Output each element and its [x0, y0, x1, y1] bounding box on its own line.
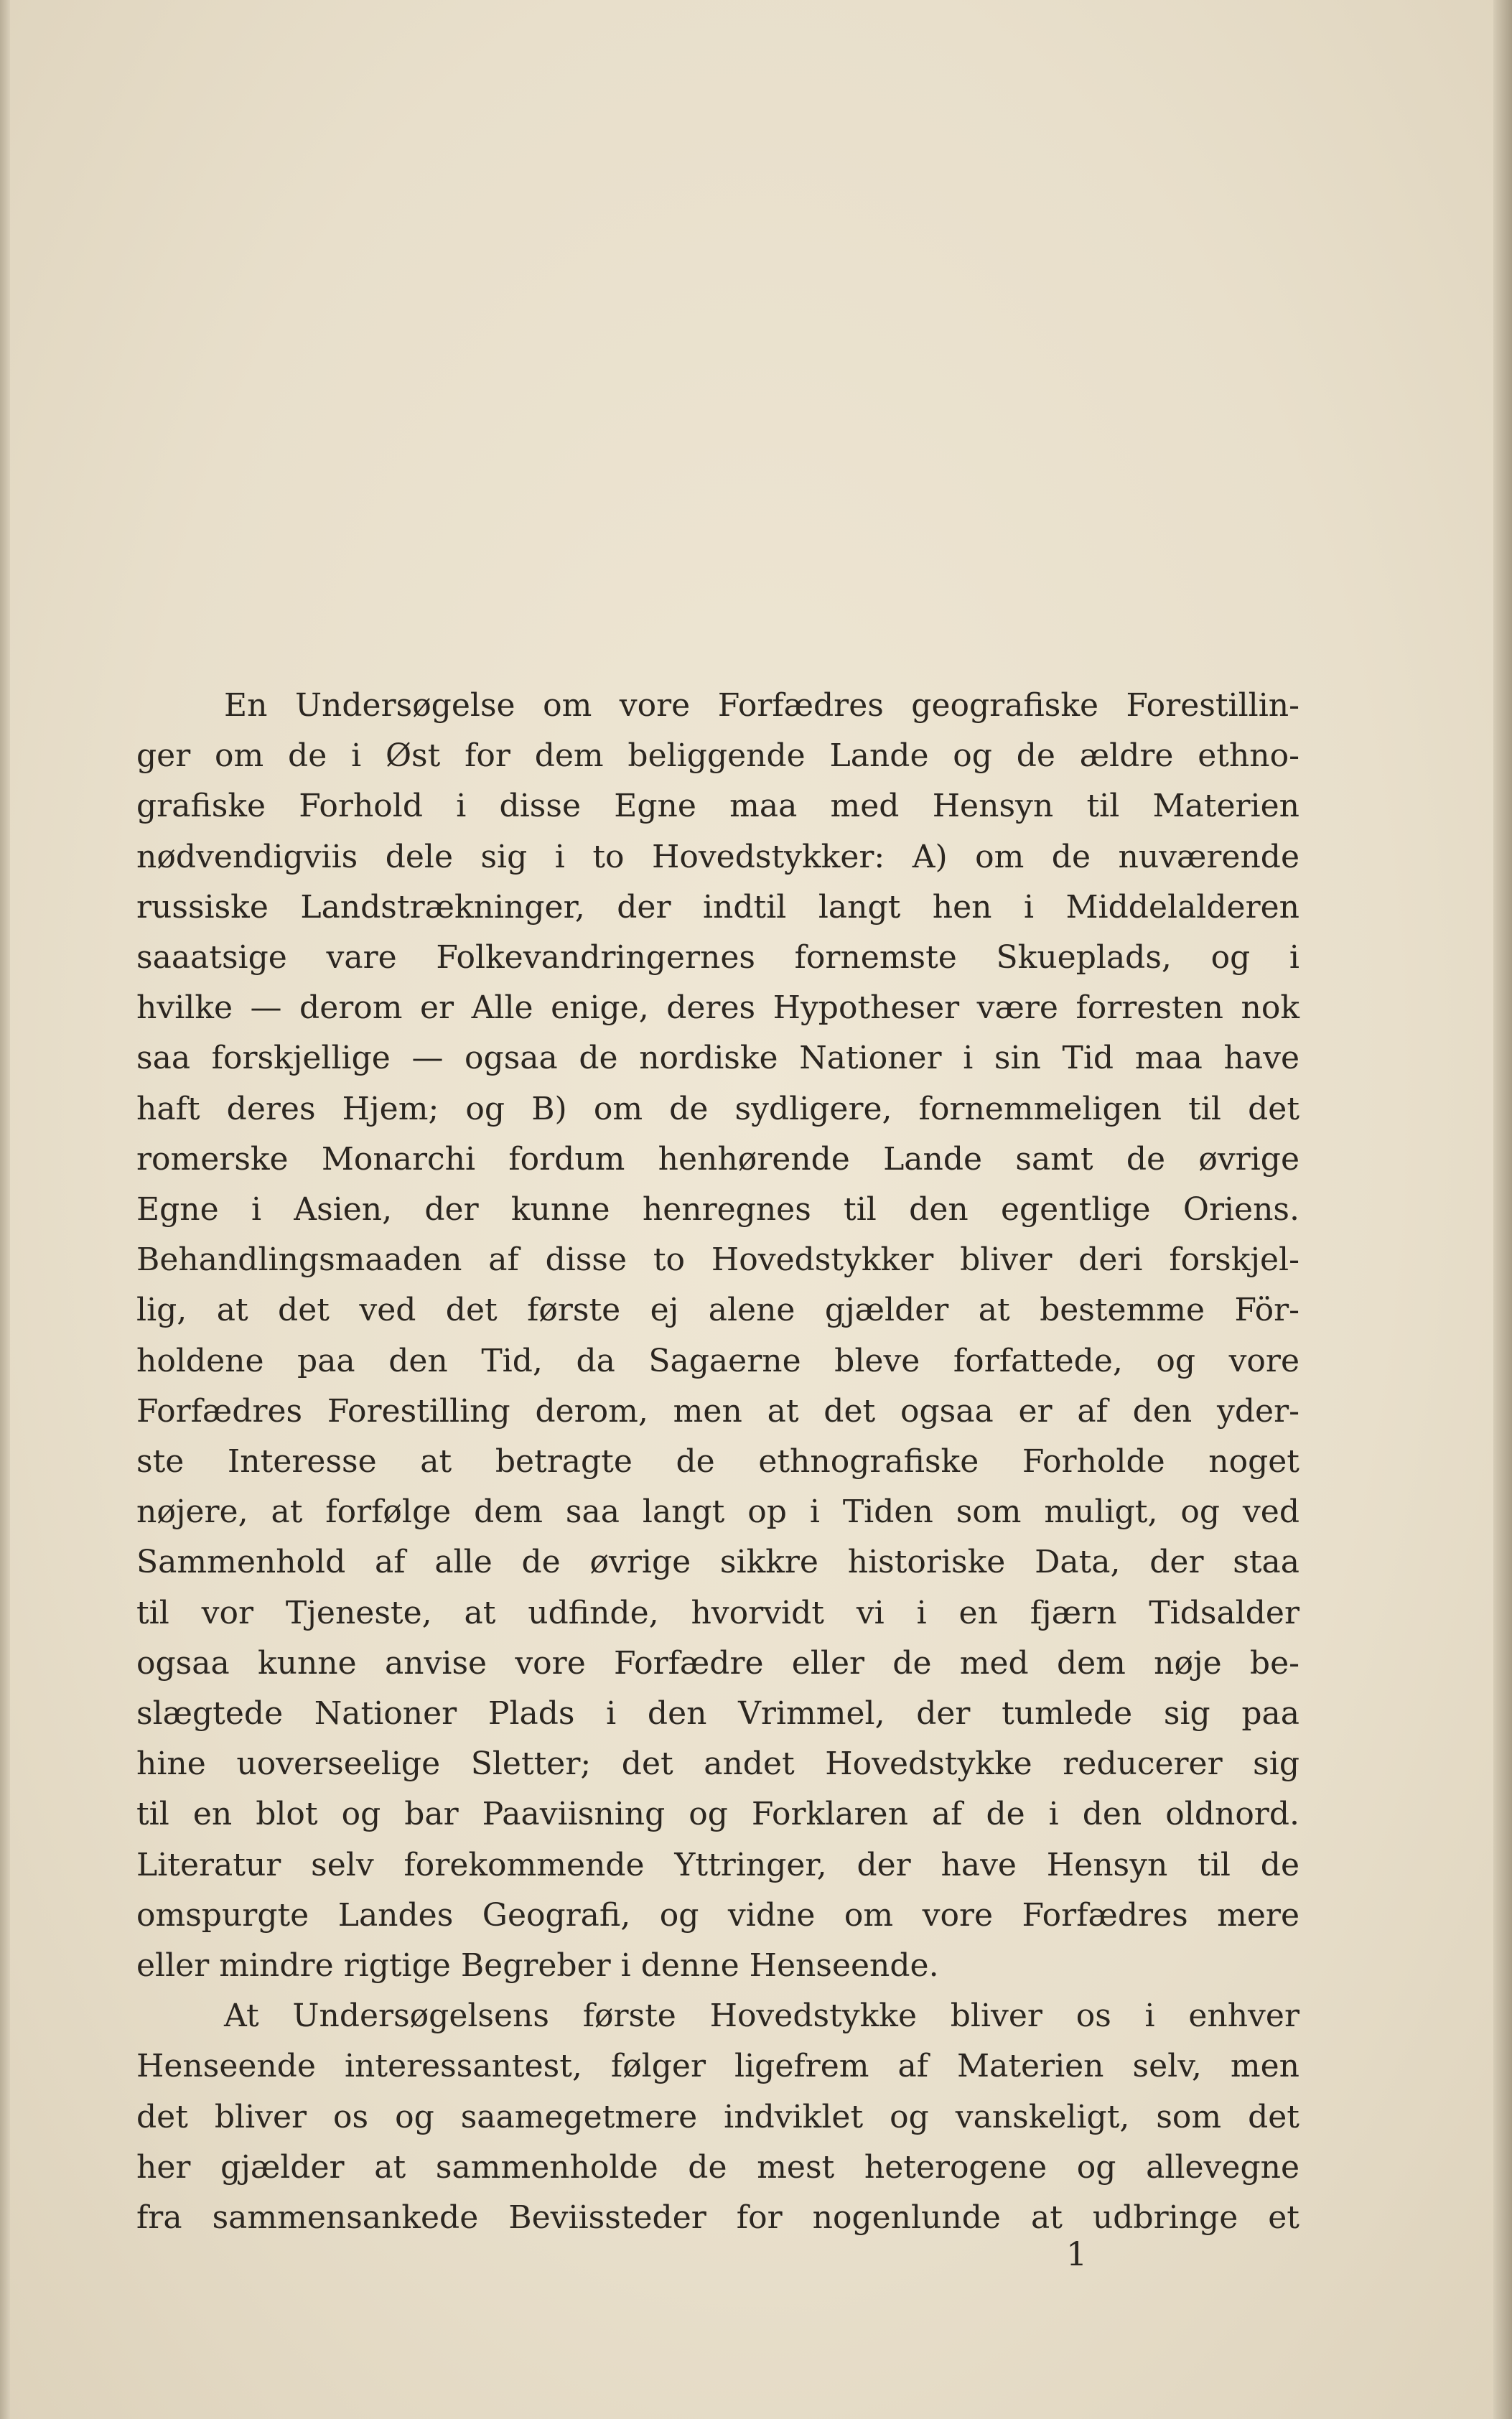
text-line: hine uoverseelige Sletter; det andet Hovedstykke reducerer sig: [136, 1745, 1299, 1783]
paragraph-1: [136, 681, 1299, 1991]
text-line: til vor Tjeneste, at udfinde, hvorvidt vi i en fjærn Tidsalder: [136, 1594, 1299, 1631]
text-line: russiske Landstrækninger, der indtil langt hen i Middelalderen: [136, 888, 1299, 926]
text-line: ogsaa kunne anvise vore Forfædre eller de med dem nøje be-: [136, 1644, 1299, 1682]
text-line: Henseende interessantest, følger ligefrem af Materien selv, men: [136, 2048, 1299, 2085]
text-line: hvilke — derom er Alle enige, deres Hypotheser være forresten nok: [136, 989, 1299, 1027]
text-line: Forfædres Forestilling derom, men at det ogsaa er af den yder-: [136, 1392, 1299, 1430]
text-line: holdene paa den Tid, da Sagaerne bleve forfattede, og vore: [136, 1342, 1299, 1379]
text-line: her gjælder at sammenholde de mest heterogene og allevegne: [136, 2148, 1299, 2186]
text-line: ste Interesse at betragte de ethnografiske Forholde noget: [136, 1443, 1299, 1481]
text-line: En Undersøgelse om vore Forfædres geografiske Forestillin-: [224, 687, 1299, 724]
page-number: 1: [1066, 2234, 1088, 2273]
paragraph-2: [136, 1991, 1299, 2243]
text-line: det bliver os og saamegetmere indviklet og vanskeligt, som det: [136, 2098, 1299, 2135]
text-line: til en blot og bar Paaviisning og Forklaren af de i den oldnord.: [136, 1796, 1299, 1833]
text-line: nøjere, at forfølge dem saa langt op i Tiden som muligt, og ved: [136, 1493, 1299, 1531]
text-line: grafiske Forhold i disse Egne maa med Hensyn til Materien: [136, 788, 1299, 825]
text-line: saaatsige vare Folkevandringernes fornemste Skueplads, og i: [136, 939, 1299, 977]
text-line: Egne i Asien, der kunne henregnes til den egentlige Oriens.: [136, 1191, 1299, 1229]
body-text: [136, 681, 1299, 2243]
text-line: Behandlingsmaaden af disse to Hovedstykker bliver deri forskjel-: [136, 1241, 1299, 1279]
text-line: eller mindre rigtige Begreber i denne Henseende.: [136, 1947, 939, 1985]
text-line: lig, at det ved det første ej alene gjælder at bestemme För-: [136, 1292, 1299, 1329]
text-line: slægtede Nationer Plads i den Vrimmel, der tumlede sig paa: [136, 1695, 1299, 1733]
text-line: fra sammensankede Beviissteder for nogenlunde at udbringe et: [136, 2199, 1299, 2237]
text-line: Sammenhold af alle de øvrige sikkre historiske Data, der staa: [136, 1544, 1299, 1581]
text-line: romerske Monarchi fordum henhørende Lande samt de øvrige: [136, 1140, 1299, 1178]
text-line: Literatur selv forekommende Yttringer, der have Hensyn til de: [136, 1846, 1299, 1883]
text-line: haft deres Hjem; og B) om de sydligere, fornemmeligen til det: [136, 1090, 1299, 1127]
text-line: At Undersøgelsens første Hovedstykke bliver os i enhver: [224, 1998, 1299, 2035]
text-line: omspurgte Landes Geografi, og vidne om vore Forfædres mere: [136, 1896, 1299, 1934]
text-line: nødvendigviis dele sig i to Hovedstykker: A) om de nuværende: [136, 838, 1299, 875]
text-line: saa forskjellige — ogsaa de nordiske Nationer i sin Tid maa have: [136, 1040, 1299, 1077]
page-left-edge: [0, 0, 10, 2419]
text-line: ger om de i Øst for dem beliggende Lande og de ældre ethno-: [136, 737, 1299, 775]
bleed-through-shadow: [136, 165, 1299, 668]
page-right-edge: [1493, 0, 1512, 2419]
